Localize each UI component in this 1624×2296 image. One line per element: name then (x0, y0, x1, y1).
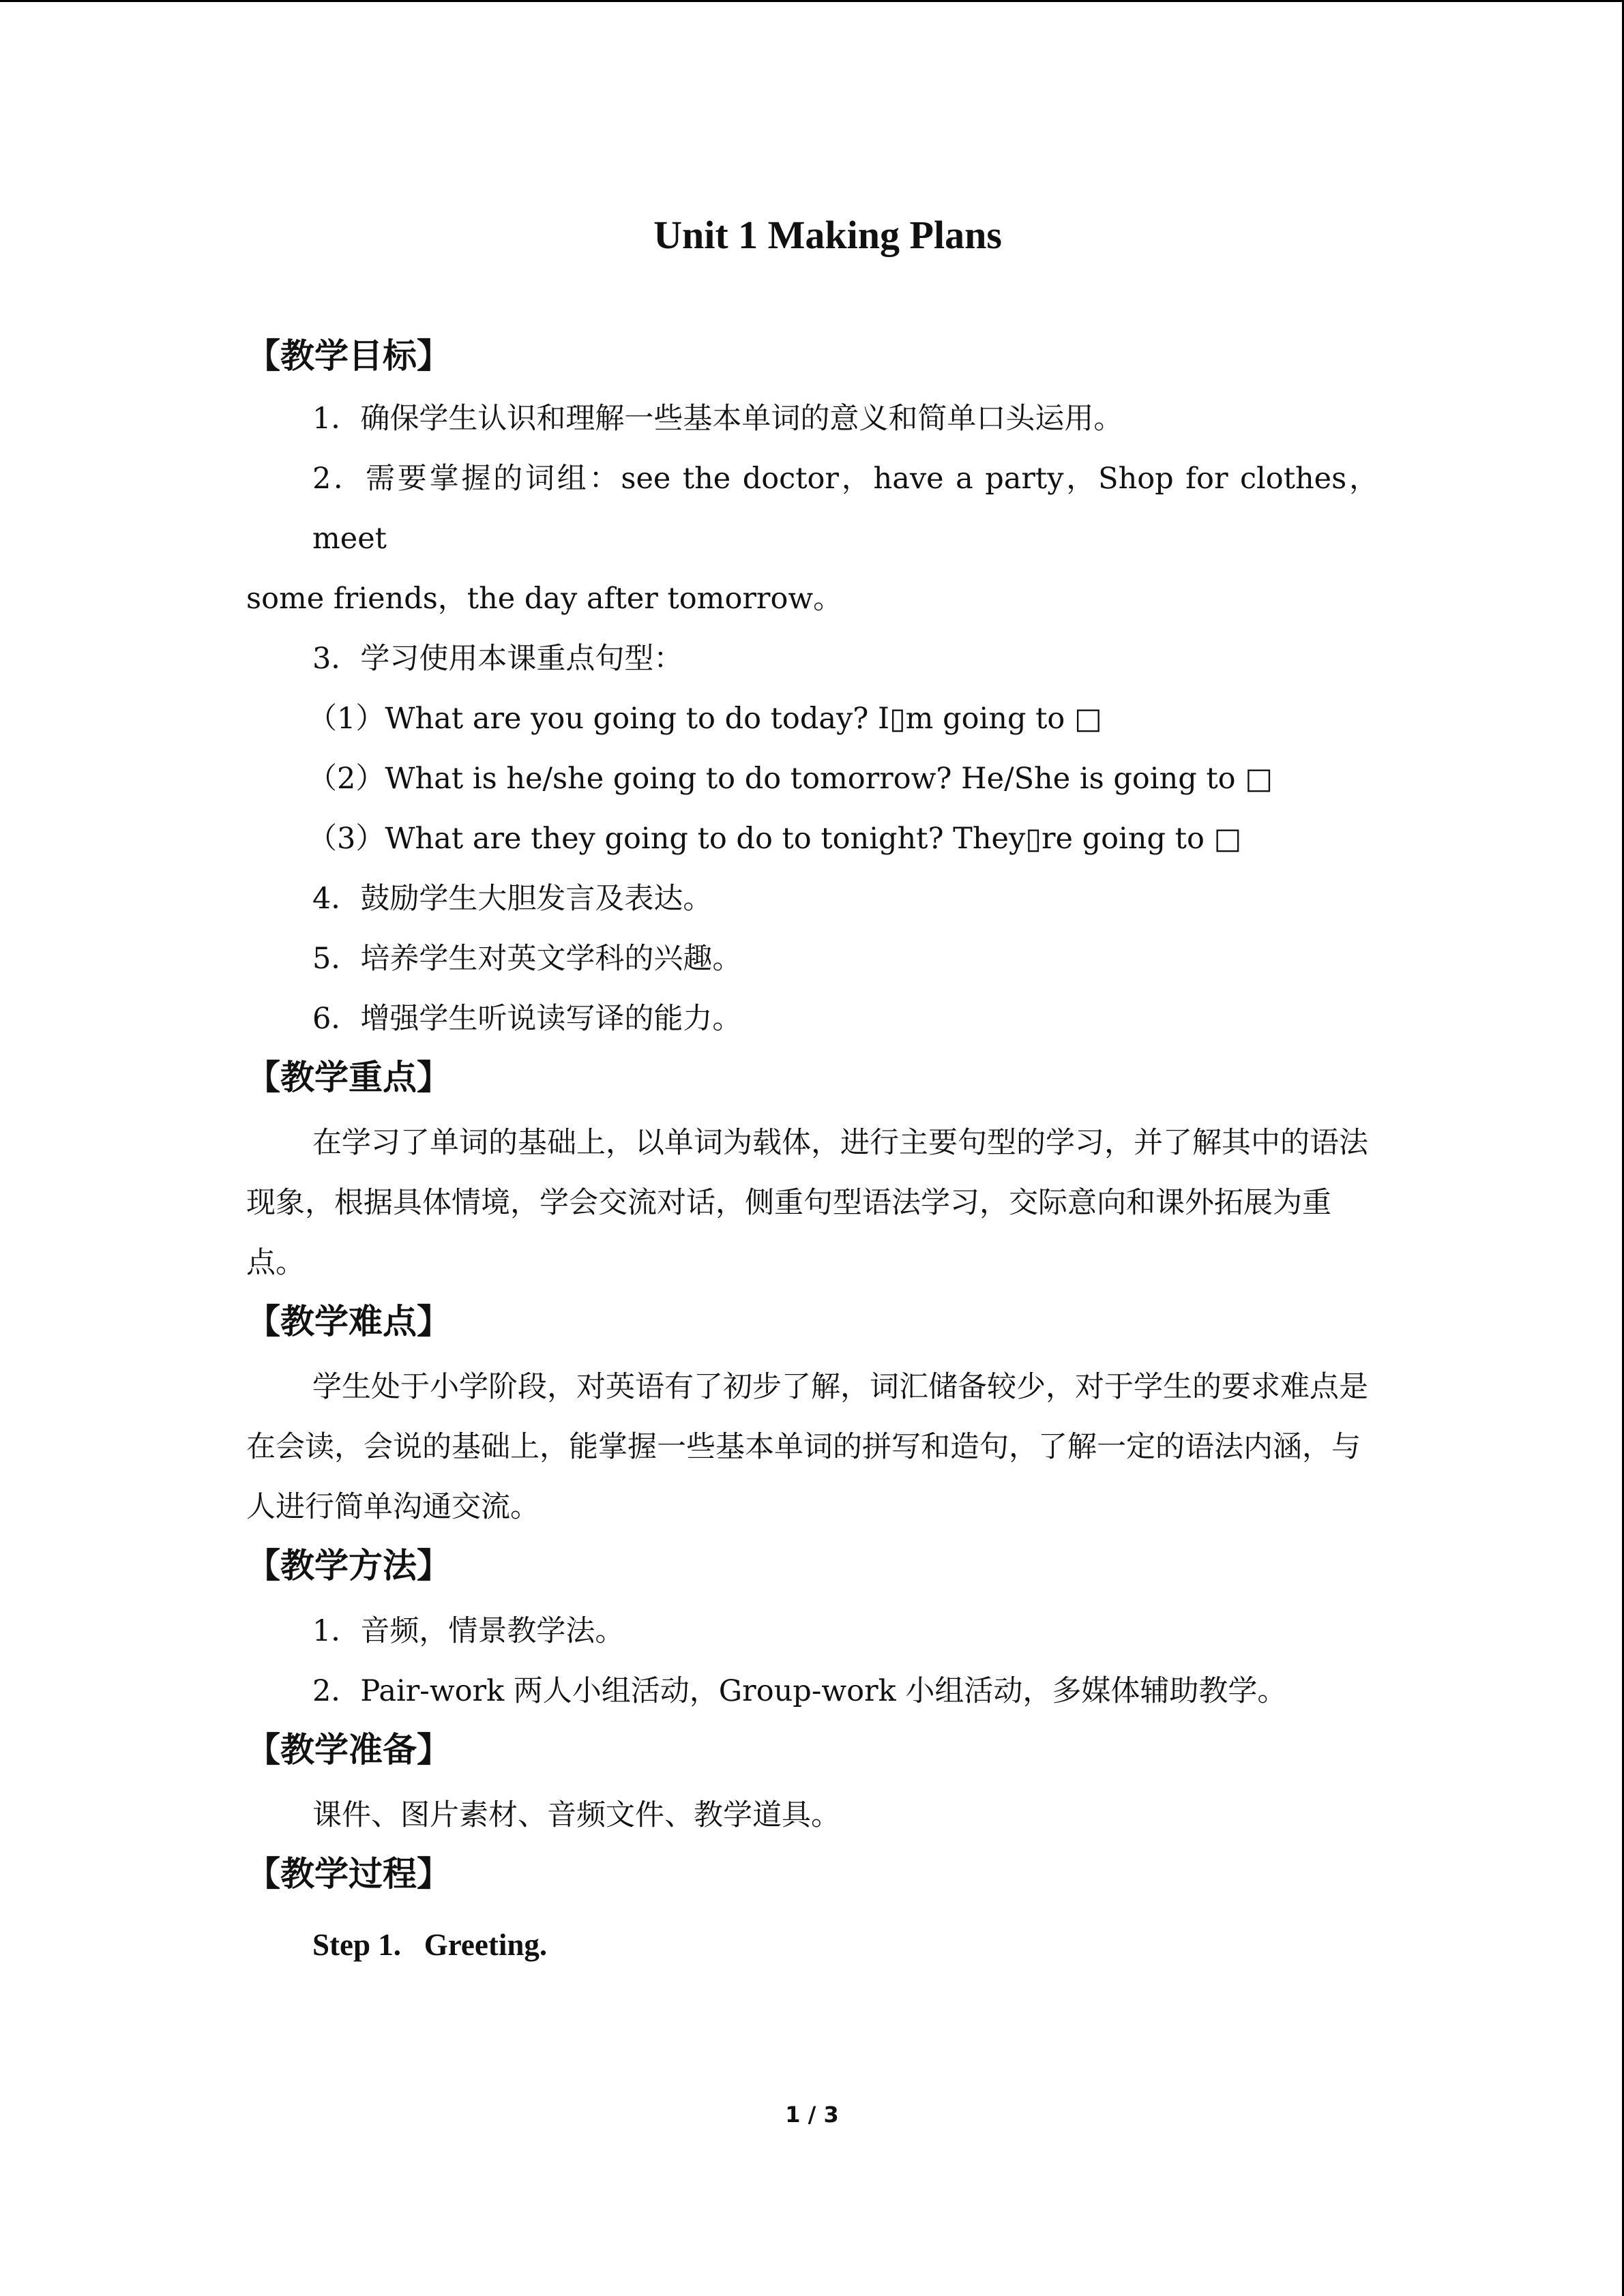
spacer (246, 1778, 1378, 1785)
sentence-pattern-3: （3）What are they going to do to tonight? They▯re going to □ (308, 822, 1242, 856)
page-number: 1 / 3 (785, 2102, 839, 2128)
document-title: Unit 1 Making Plans (653, 213, 1002, 257)
method-item-2: 2．Pair-work 两人小组活动，Group-work 小组活动，多媒体辅助教学。 (312, 1674, 1287, 1708)
sentence-pattern-2: （2）What is he/she going to do tomorrow? He/She is going to □ (308, 762, 1273, 796)
objective-item-1: 1．确保学生认识和理解一些基本单词的意义和简单口头运用。 (312, 402, 1123, 436)
section-heading-objectives: 【教学目标】 (246, 336, 451, 376)
key-points-paragraph: 在学习了单词的基础上，以单词为载体，进行主要句型的学习，并了解其中的语法现象，根据具体情境，学会交流对话，侧重句型语法学习，交际意向和课外拓展为重点。 (246, 1126, 1368, 1280)
section-heading-key-points: 【教学重点】 (246, 1057, 451, 1097)
sentence-pattern-1: （1）What are you going to do today? I▯m going to □ (308, 702, 1102, 736)
spacer (246, 1106, 1378, 1113)
spacer (246, 1903, 1378, 1915)
spacer (246, 1594, 1378, 1601)
section-heading-process: 【教学过程】 (246, 1853, 451, 1894)
section-heading-difficulties: 【教学难点】 (246, 1301, 451, 1341)
spacer (246, 1350, 1378, 1357)
objective-item-2-line-1: 2．需要掌握的词组：see the doctor，have a party，Shop for clothes，meet (312, 462, 1378, 556)
section-heading-preparation: 【教学准备】 (246, 1729, 451, 1770)
method-item-1: 1．音频，情景教学法。 (312, 1614, 625, 1648)
objective-item-5: 5．培养学生对英文学科的兴趣。 (312, 942, 742, 976)
objective-item-4: 4．鼓励学生大胆发言及表达。 (312, 882, 713, 916)
process-step-1: Step 1. Greeting. (312, 1928, 548, 1962)
title-spacer (246, 266, 1378, 327)
objective-item-2-line-2: some friends，the day after tomorrow。 (246, 582, 843, 616)
section-heading-methods: 【教学方法】 (246, 1545, 451, 1585)
document-body (246, 205, 1378, 1975)
objective-item-6: 6．增强学生听说读写译的能力。 (312, 1002, 742, 1036)
objective-item-3: 3．学习使用本课重点句型： (312, 642, 683, 676)
difficulties-paragraph: 学生处于小学阶段，对英语有了初步了解，词汇储备较少，对于学生的要求难点是在会读，会说的基础上，能掌握一些基本单词的拼写和造句，了解一定的语法内涵，与人进行简单沟通交流。 (246, 1370, 1368, 1524)
preparation-text: 课件、图片素材、音频文件、教学道具。 (312, 1798, 840, 1832)
